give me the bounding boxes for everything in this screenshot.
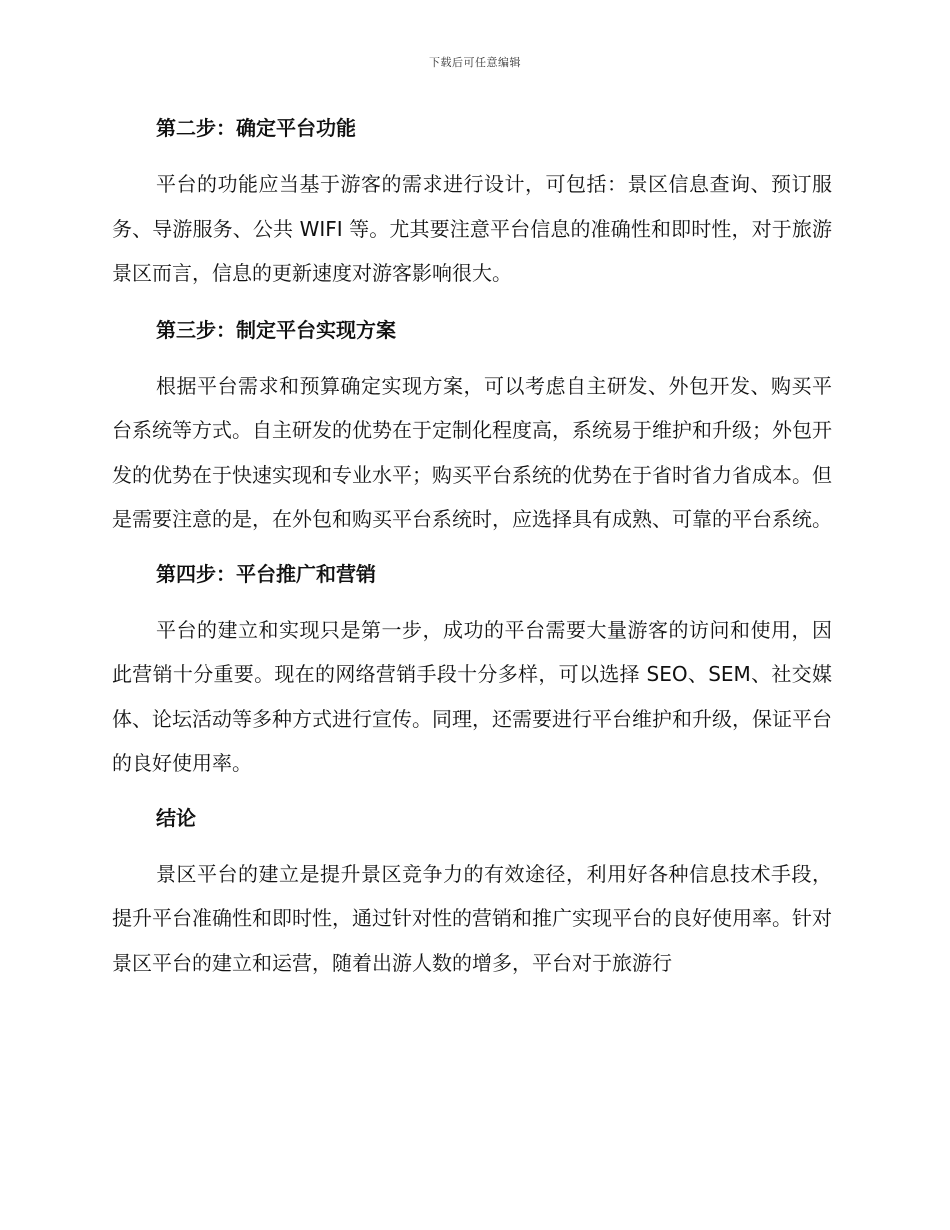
section-paragraph-conclusion: 景区平台的建立是提升景区竞争力的有效途径，利用好各种信息技术手段，提升平台准确性和即时性，通过针对性的营销和推广实现平台的良好使用率。针对景区平台的建立和运营，随着出游人数的增多，平台对于旅游行 — [112, 861, 832, 975]
section-paragraph-step-four: 平台的建立和实现只是第一步，成功的平台需要大量游客的访问和使用，因此营销十分重要。现在的网络营销手段十分多样，可以选择 SEO、SEM、社交媒体、论坛活动等多种方式进行宣传。同理，还需要进行平台维护和升级，保证平台的良好使用率。 — [112, 617, 832, 775]
header-note: 下载后可任意编辑 — [429, 56, 521, 69]
document-body — [112, 112, 832, 985]
section-heading-step-three: 第三步：制定平台实现方案 — [156, 317, 396, 342]
section-heading-step-four: 第四步：平台推广和营销 — [156, 561, 376, 586]
section-heading-step-two: 第二步：确定平台功能 — [156, 116, 356, 140]
section-heading-conclusion: 结论 — [156, 805, 196, 830]
section-paragraph-step-three: 根据平台需求和预算确定实现方案，可以考虑自主研发、外包开发、购买平台系统等方式。自主研发的优势在于定制化程度高，系统易于维护和升级；外包开发的优势在于快速实现和专业水平；购买平台系统的优势在于省时省力省成本。但是需要注意的是，在外包和购买平台系统时，应选择具有成熟、可靠的平台系统。 — [112, 373, 832, 531]
section-paragraph-step-two: 平台的功能应当基于游客的需求进行设计，可包括：景区信息查询、预订服务、导游服务、公共 WIFI 等。尤其要注意平台信息的准确性和即时性，对于旅游景区而言，信息的更新速度对游客影响很大。 — [112, 172, 832, 285]
